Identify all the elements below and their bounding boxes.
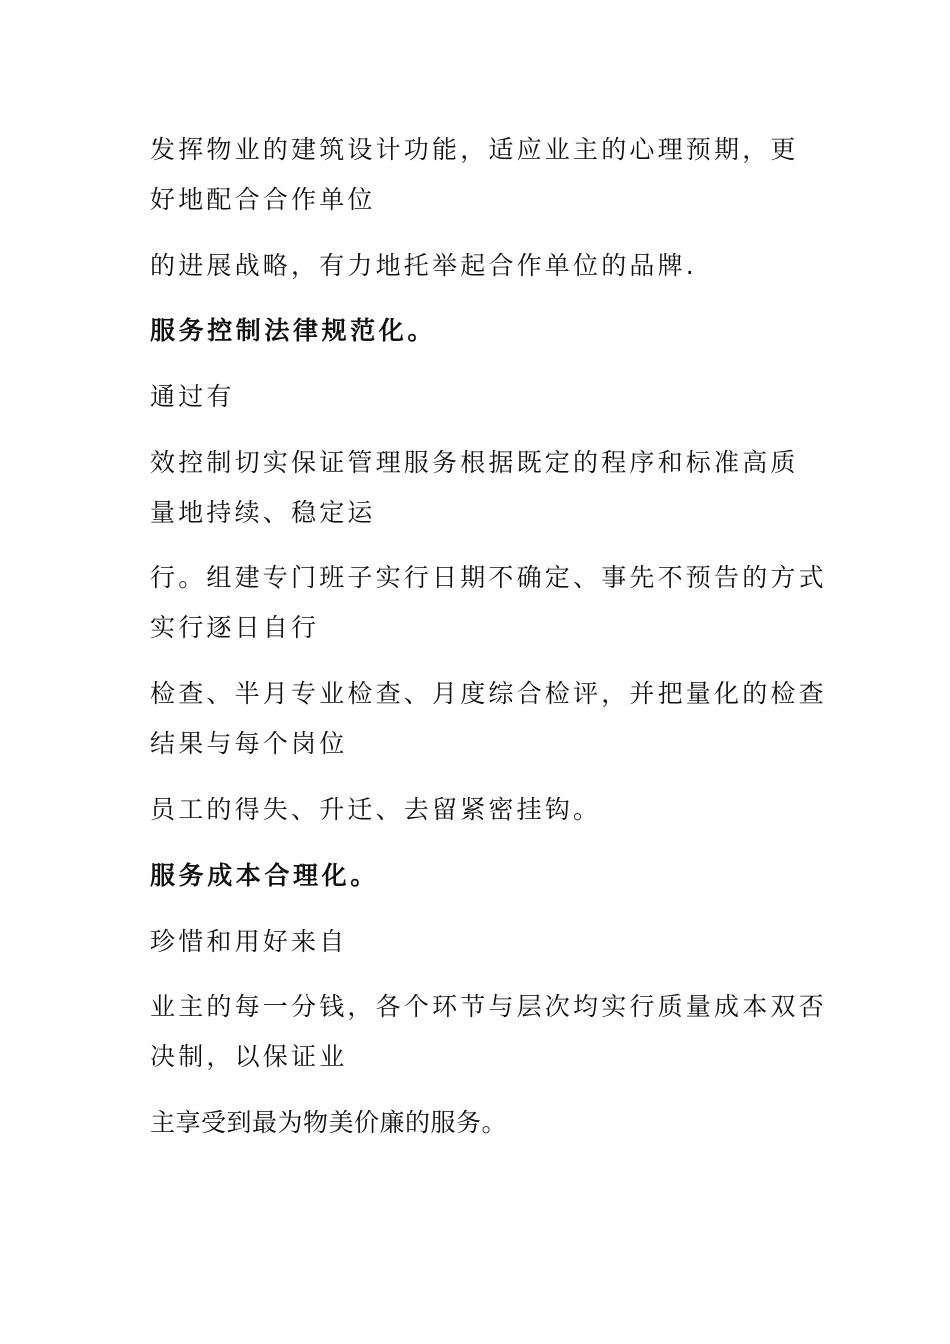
text-line: 珍惜和用好来自 [150, 927, 348, 956]
text-line: 量地持续、稳定运 [150, 498, 376, 527]
heading-text: 服务控制法律规范化。 [150, 316, 437, 345]
text-line: 效控制切实保证管理服务根据既定的程序和标准高质 [150, 448, 799, 477]
paragraph-inspections [150, 669, 827, 769]
paragraph-building-design [150, 125, 810, 225]
text-line: 主享受到最为物美价廉的服务。 [150, 1108, 508, 1137]
text-line: 业主的每一分钱，各个环节与层次均实行质量成本双否 [150, 992, 827, 1021]
text-line: 好地配合合作单位 [150, 185, 376, 214]
text-line: 决制，以保证业 [150, 1042, 348, 1071]
paragraph-every-penny [150, 982, 827, 1082]
text-line: 的进展战略，有力地托举起合作单位的品牌. [150, 251, 697, 280]
text-line: 行。组建专门班子实行日期不确定、事先不预告的方式 [150, 563, 827, 592]
paragraph-special-team [150, 553, 827, 653]
paragraph-development-strategy [150, 241, 810, 291]
heading-service-control [150, 306, 810, 356]
text-line: 员工的得失、升迁、去留紧密挂钩。 [150, 795, 602, 824]
paragraph-through-effective [150, 372, 810, 422]
text-line: 结果与每个岗位 [150, 729, 348, 758]
paragraph-effective-control [150, 438, 810, 538]
paragraph-best-service [150, 1098, 810, 1148]
text-line: 发挥物业的建筑设计功能，适应业主的心理预期，更 [150, 135, 799, 164]
text-line: 通过有 [150, 382, 235, 411]
heading-text: 服务成本合理化。 [150, 861, 379, 890]
paragraph-staff-linkage [150, 785, 810, 835]
text-line: 实行逐日自行 [150, 613, 320, 642]
paragraph-cherish [150, 917, 810, 967]
heading-service-cost [150, 851, 810, 901]
text-line: 检查、半月专业检查、月度综合检评，并把量化的检查 [150, 679, 827, 708]
